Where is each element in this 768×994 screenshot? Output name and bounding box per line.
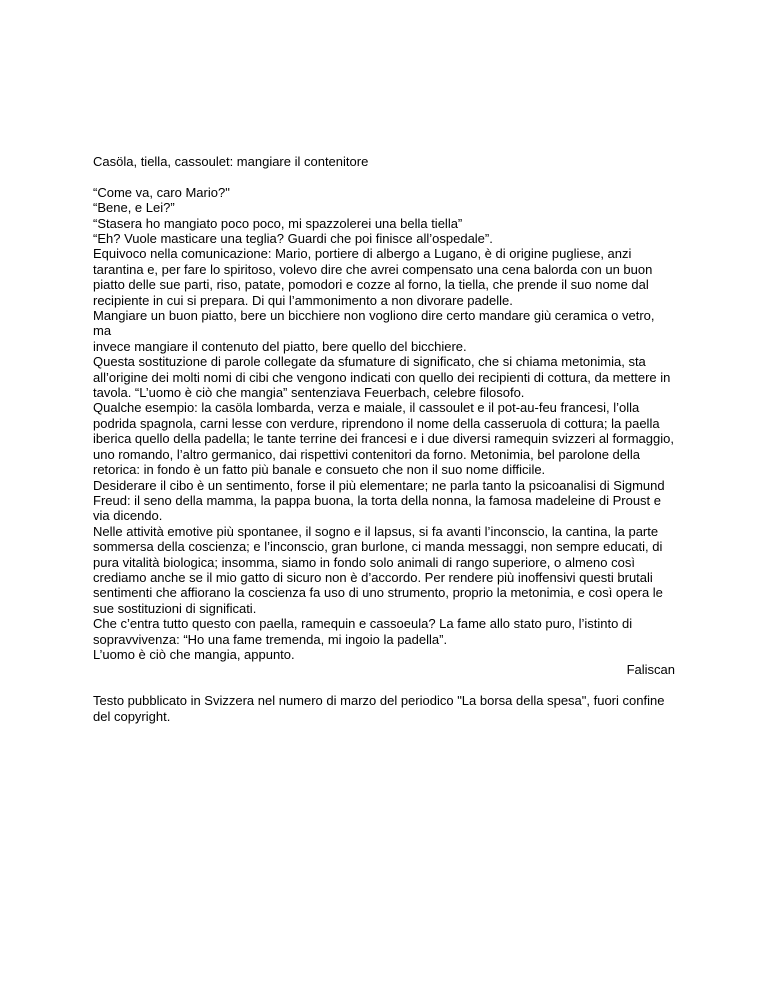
body-paragraph: Equivoco nella comunicazione: Mario, portiere di albergo a Lugano, è di origine pugliese, anzi tarantina e, per fare lo spiritoso, volevo dire che avrei compensato una cena balorda con un buon piatto delle sue parti, riso, patate, pomodori e cozze al forno, la tiella, che prende il suo nome dal recipiente in cui si prepara. Di qui l’ammonimento a non divorare padelle. — [93, 246, 653, 308]
document-title: Casöla, tiella, cassoulet: mangiare il contenitore — [93, 154, 369, 169]
dialogue-line-1: “Come va, caro Mario?" — [93, 184, 230, 200]
dialogue-line-4: “Eh? Vuole masticare una teglia? Guardi che poi finisce all’ospedale”. — [93, 231, 493, 247]
closing-line: L’uomo è ciò che mangia, appunto. — [93, 646, 295, 662]
body-paragraph: Desiderare il cibo è un sentimento, forse il più elementare; ne parla tanto la psicoanalisi di Sigmund Freud: il seno della mamma, la pappa buona, la torta della nonna, la famosa madeleine di Proust e via dicendo. — [93, 477, 665, 524]
body-paragraph: Che c’entra tutto questo con paella, ramequin e cassoeula? La fame allo stato puro, l’istinto di sopravvivenza: “Ho una fame tremenda, mi ingoio la padella”. — [93, 616, 633, 647]
publication-note: Testo pubblicato in Svizzera nel numero di marzo del periodico "La borsa della spesa", fuori confine del copyright. — [93, 693, 665, 724]
body-paragraph: Qualche esempio: la casöla lombarda, verza e maiale, il cassoulet e il pot-au-feu francesi, l’olla podrida spagnola, carni lesse con verdure, riprendono il nome della casseruola di cottura; la paella iberica quello della padella; le tante terrine dei francesi e i due diversi ramequin svizzeri al formaggio, uno romando, l’altro germanico, dai rispettivi contenitori da forno. Metonimia, bel parolone della retorica: in fondo è un fatto più banale e consueto che non il suo nome difficile. — [93, 400, 674, 478]
dialogue-line-2: “Bene, e Lei?” — [93, 200, 175, 216]
body-paragraph: Questa sostituzione di parole collegate da sfumature di significato, che si chiama metonimia, sta all’origine dei molti nomi di cibi che vengono indicati con quello dei recipienti di cottura, da mettere in tavola. “L’uomo è ciò che mangia” sentenziava Feuerbach, celebre filosofo. — [93, 354, 671, 401]
body-paragraph: Mangiare un buon piatto, bere un bicchiere non vogliono dire certo mandare giù ceramica o vetro, ma invece mangiare il contenuto del piatto, bere quello del bicchiere. — [93, 308, 655, 354]
document-page — [93, 154, 675, 724]
body-paragraph: Nelle attività emotive più spontanee, il sogno e il lapsus, si fa avanti l’inconscio, la cantina, la parte sommersa della coscienza; e l’inconscio, gran burlone, ci manda messaggi, non sempre educati, di pura vitalità biologica; insomma, siamo in fondo solo animali di rango superiore, o almeno così crediamo anche se il mio gatto di sicuro non è d’accordo. Per rendere più inoffensivi questi brutali sentimenti che affiorano la coscienza fa uso di uno strumento, proprio la metonimia, e così opera le sue sostituzioni di significati. — [93, 523, 663, 616]
author-signature: Faliscan — [626, 662, 675, 678]
dialogue-line-3: “Stasera ho mangiato poco poco, mi spazzolerei una bella tiella” — [93, 215, 463, 231]
